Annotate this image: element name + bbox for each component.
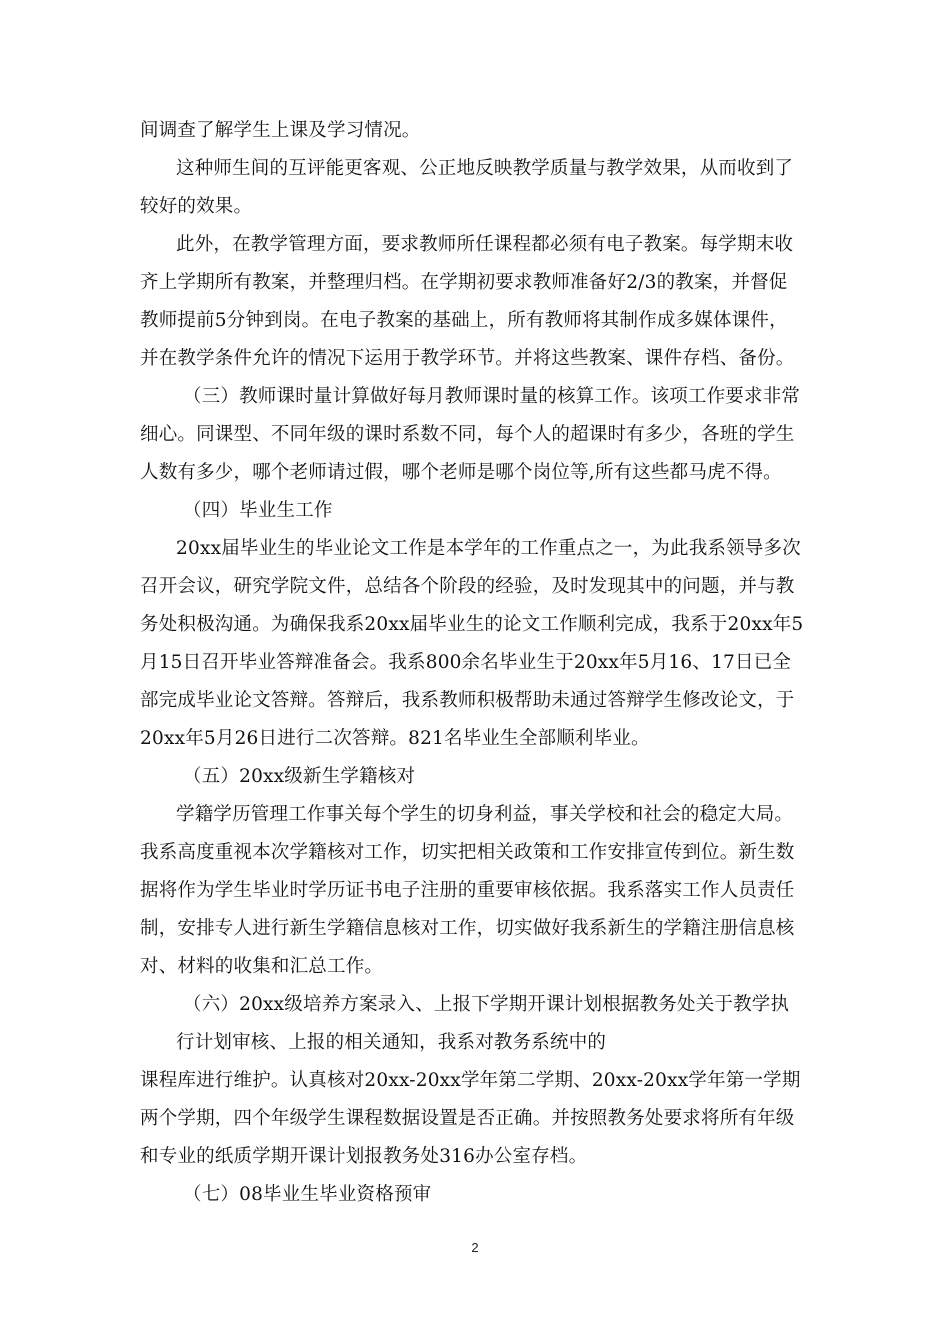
section-heading-6: （六）20xx级培养方案录入、上报下学期开课计划根据教务处关于教学执: [183, 994, 790, 1015]
text-line: 两个学期，四个年级学生课程数据设置是否正确。并按照教务处要求将所有年级: [140, 1108, 795, 1129]
text-line: 召开会议，研究学院文件，总结各个阶段的经验，及时发现其中的问题，并与教: [140, 576, 795, 597]
text-line: 行计划审核、上报的相关通知，我系对教务系统中的: [176, 1032, 607, 1053]
text-line: 细心。同课型、不同年级的课时系数不同，每个人的超课时有多少，各班的学生: [140, 424, 795, 445]
text-line: 和专业的纸质学期开课计划报教务处316办公室存档。: [140, 1146, 588, 1167]
text-line: 教师提前5分钟到岗。在电子教案的基础上，所有教师将其制作成多媒体课件，: [140, 310, 788, 331]
text-line: 较好的效果。: [140, 196, 253, 217]
text-line: 据将作为学生毕业时学历证书电子注册的重要审核依据。我系落实工作人员责任: [140, 880, 795, 901]
section-heading-5: （五）20xx级新生学籍核对: [183, 766, 416, 787]
text-line: 课程库进行维护。认真核对20xx-20xx学年第二学期、20xx-20xx学年第一学期: [140, 1070, 801, 1091]
text-line: 月15日召开毕业答辩准备会。我系800余名毕业生于20xx年5月16、17日已全: [140, 652, 792, 673]
section-heading-7: （七）08毕业生毕业资格预审: [183, 1184, 432, 1205]
section-heading-4: （四）毕业生工作: [183, 500, 333, 521]
text-line: 这种师生间的互评能更客观、公正地反映教学质量与教学效果，从而收到了: [176, 158, 794, 179]
text-line: 人数有多少，哪个老师请过假，哪个老师是哪个岗位等,所有这些都马虎不得。: [140, 462, 782, 483]
text-line: 务处积极沟通。为确保我系20xx届毕业生的论文工作顺利完成，我系于20xx年5: [140, 614, 804, 635]
text-line: 20xx年5月26日进行二次答辩。821名毕业生全部顺利毕业。: [140, 728, 650, 749]
text-line: 并在教学条件允许的情况下运用于教学环节。并将这些教案、课件存档、备份。: [140, 348, 795, 369]
text-line: 我系高度重视本次学籍核对工作，切实把相关政策和工作安排宣传到位。新生数: [140, 842, 795, 863]
text-line: 此外，在教学管理方面，要求教师所任课程都必须有电子教案。每学期末收: [176, 234, 794, 255]
text-line: 间调查了解学生上课及学习情况。: [140, 120, 421, 141]
text-line: 部完成毕业论文答辩。答辩后，我系教师积极帮助未通过答辩学生修改论文，于: [140, 690, 795, 711]
page-number: 2: [471, 1240, 479, 1255]
text-line: 制，安排专人进行新生学籍信息核对工作，切实做好我系新生的学籍注册信息核: [140, 918, 795, 939]
text-line: 20xx届毕业生的毕业论文工作是本学年的工作重点之一，为此我系领导多次: [176, 538, 801, 559]
text-line: 学籍学历管理工作事关每个学生的切身利益，事关学校和社会的稳定大局。: [176, 804, 794, 825]
text-line: 对、材料的收集和汇总工作。: [140, 956, 384, 977]
section-heading-3: （三）教师课时量计算做好每月教师课时量的核算工作。该项工作要求非常: [183, 386, 801, 407]
text-line: 齐上学期所有教案，并整理归档。在学期初要求教师准备好2/3的教案，并督促: [140, 272, 788, 293]
